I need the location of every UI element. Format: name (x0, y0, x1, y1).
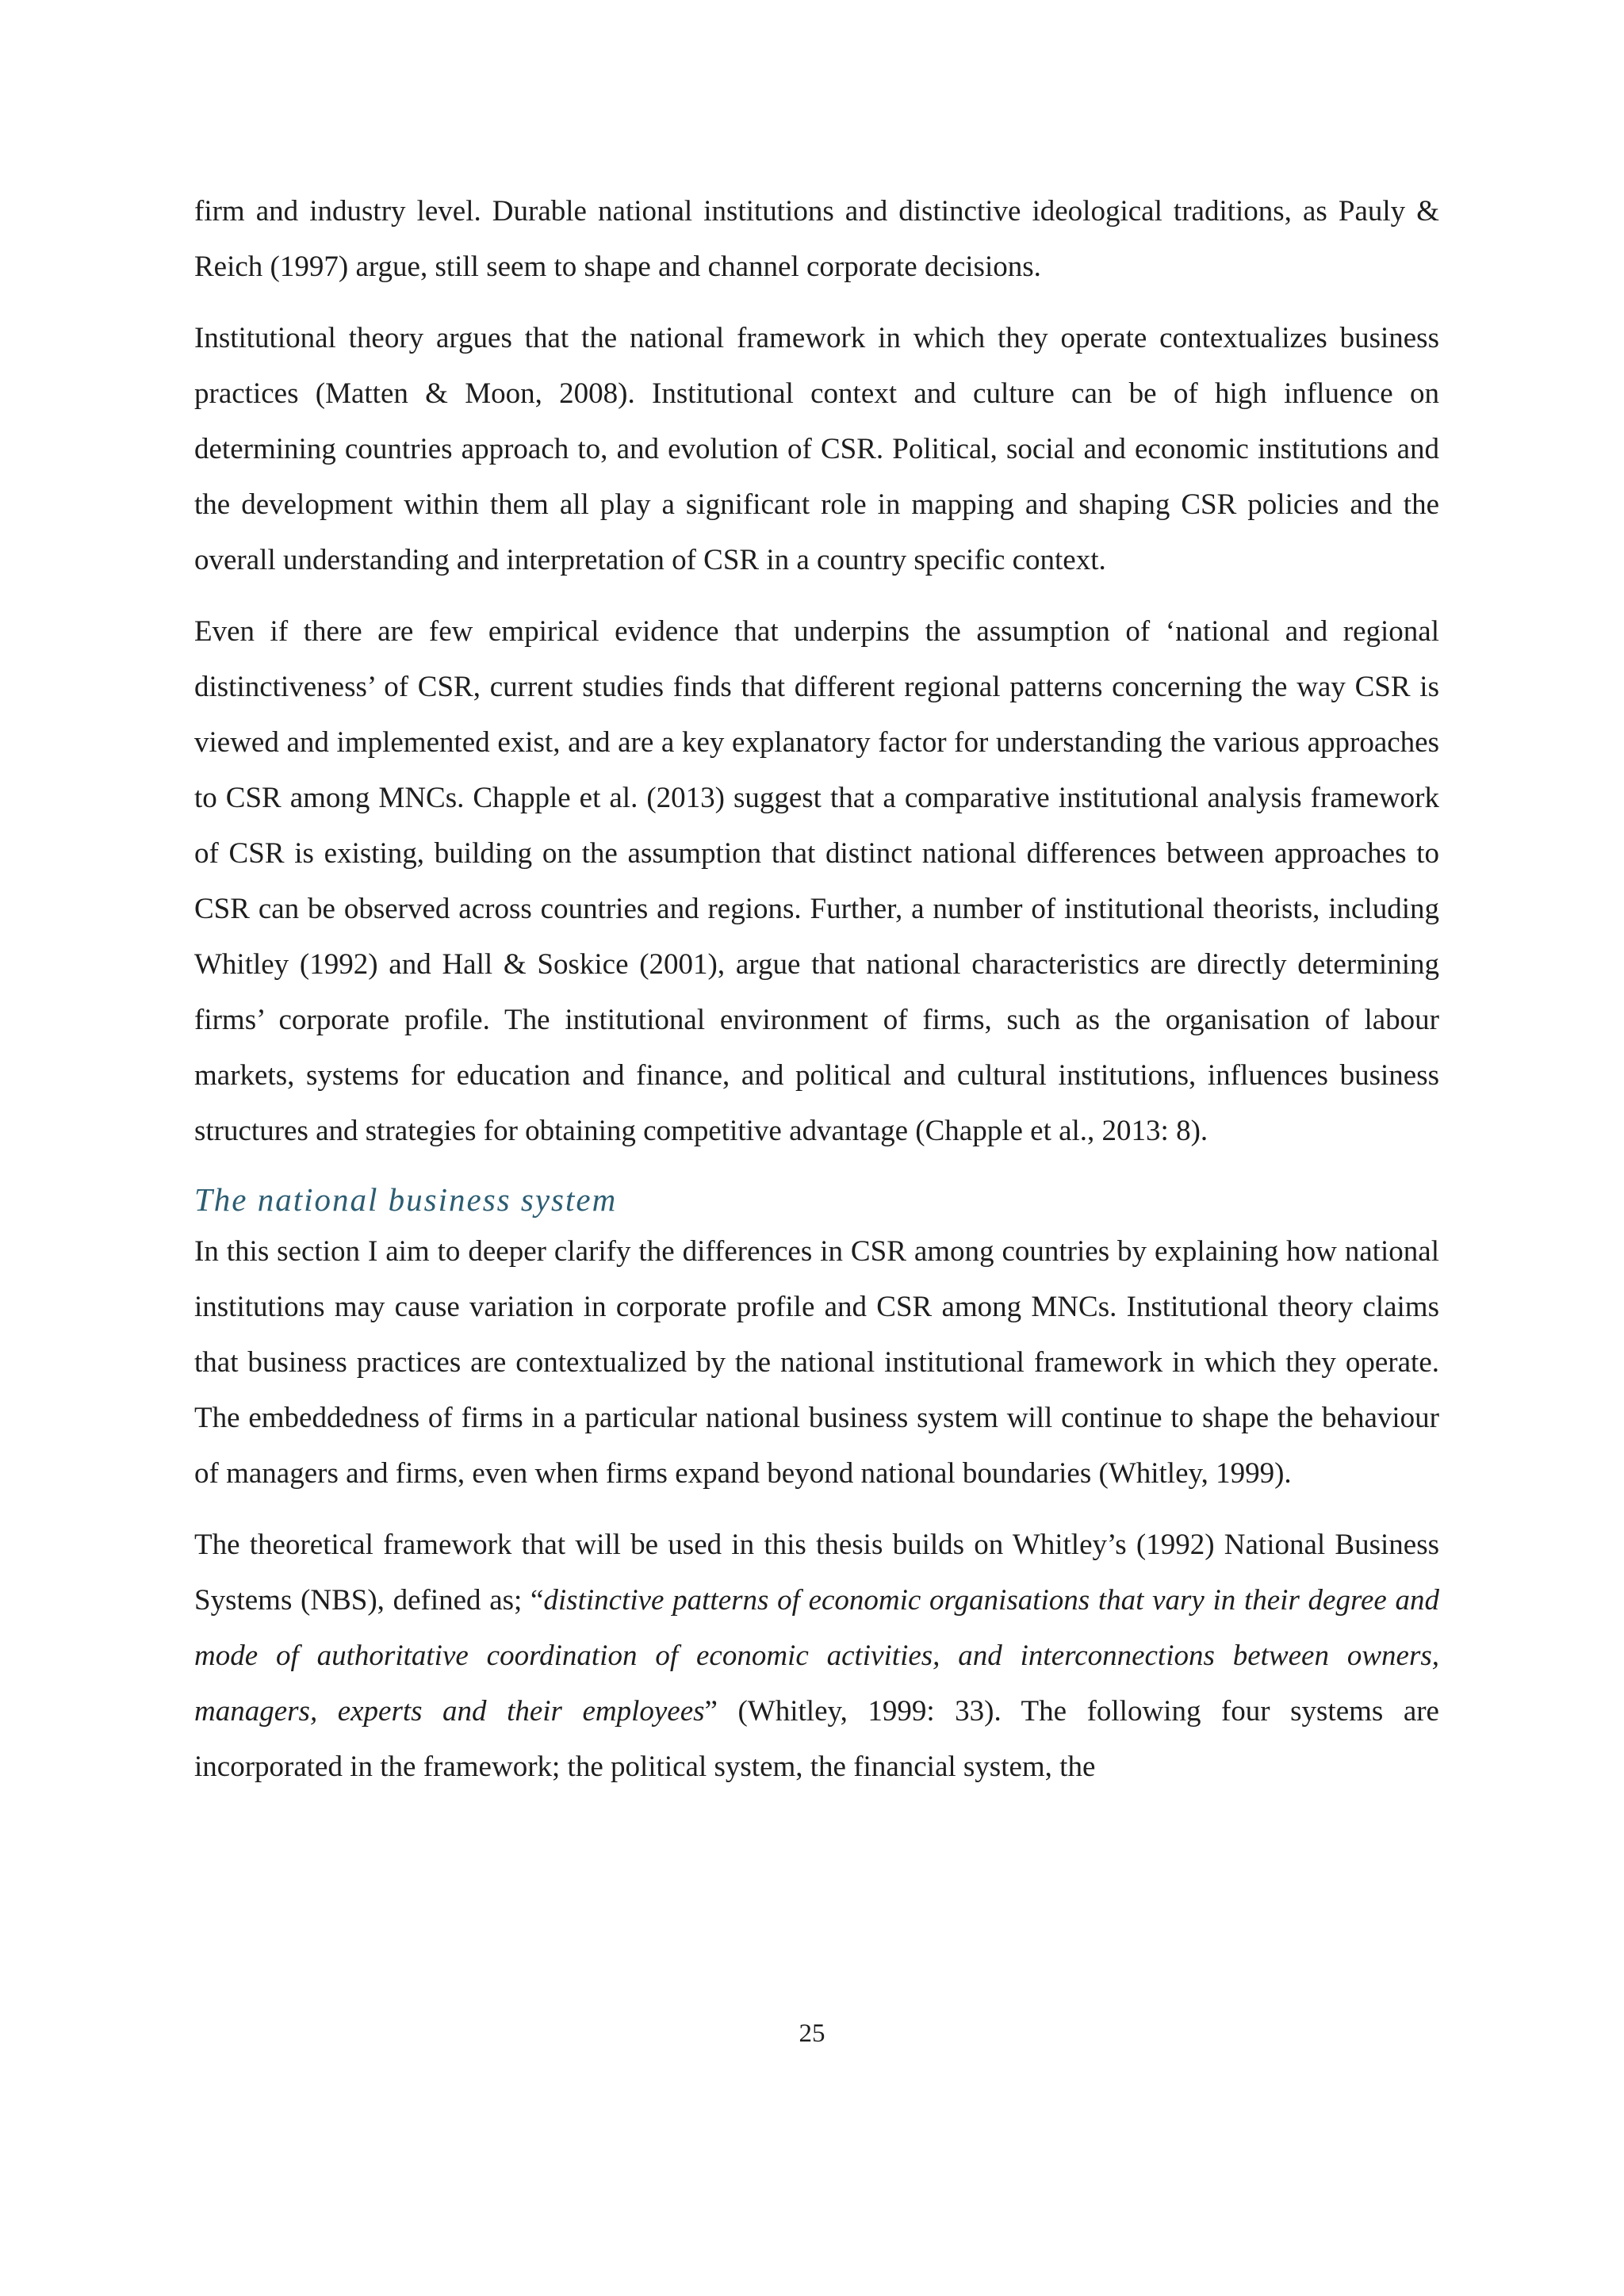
page-number: 25 (799, 2019, 825, 2048)
paragraph-intro: firm and industry level. Durable national institutions and distinctive ideological traditions, as Pauly & Reich (1997) argue, still seem to shape and channel corporate decisions. (194, 195, 1439, 283)
paragraph-institutional-theory: Institutional theory argues that the national framework in which they operate contextualizes business practices (Matten & Moon, 2008). Institutional context and culture can be of high influence on determining countries approach to, and evolution of CSR. Political, social and economic institutions and the development within them all play a significant role in mapping and shaping CSR policies and the overall understanding and interpretation of CSR in a country specific context. (194, 322, 1439, 576)
section-heading: The national business system (194, 1181, 618, 1218)
paragraph-national-distinctiveness: Even if there are few empirical evidence that underpins the assumption of ‘national and regional distinctiveness’ of CSR, current studies finds that different regional patterns concerning the way CSR is viewed and implemented exist, and are a key explanatory factor for understanding the various approaches to CSR among MNCs. Chapple et al. (2013) suggest that a comparative institutional analysis framework of CSR is existing, building on the assumption that distinct national differences between approaches to CSR can be observed across countries and regions. Further, a number of institutional theorists, including Whitley (1992) and Hall & Soskice (2001), argue that national characteristics are directly determining firms’ corporate profile. The institutional environment of firms, such as the organisation of labour markets, systems for education and finance, and political and cultural institutions, influences business structures and strategies for obtaining competitive advantage (Chapple et al., 2013: 8). (194, 615, 1439, 1147)
paragraph-nbs-definition (194, 1517, 1439, 1795)
nbs-text-after: ” (Whitley, 1999: 33). The following four systems are incorporated in the framework; the political system, the financial system, the (194, 1695, 1439, 1783)
nbs-quote: distinctive patterns of economic organisations that vary in their degree and mode of authoritative coordination of economic activities, and interconnections between owners, managers, experts and their employees (194, 1584, 1439, 1728)
nbs-text-before: The theoretical framework that will be used in this thesis builds on Whitley’s (1992) National Business Systems (NBS), defined as; “ (194, 1529, 1439, 1617)
paragraph-section-intro: In this section I aim to deeper clarify the differences in CSR among countries by explaining how national institutions may cause variation in corporate profile and CSR among MNCs. Institutional theory claims that business practices are contextualized by the national institutional framework in which they operate. The embeddedness of firms in a particular national business system will continue to shape the behaviour of managers and firms, even when firms expand beyond national boundaries (Whitley, 1999). (194, 1235, 1439, 1490)
page-content (194, 184, 1439, 1811)
